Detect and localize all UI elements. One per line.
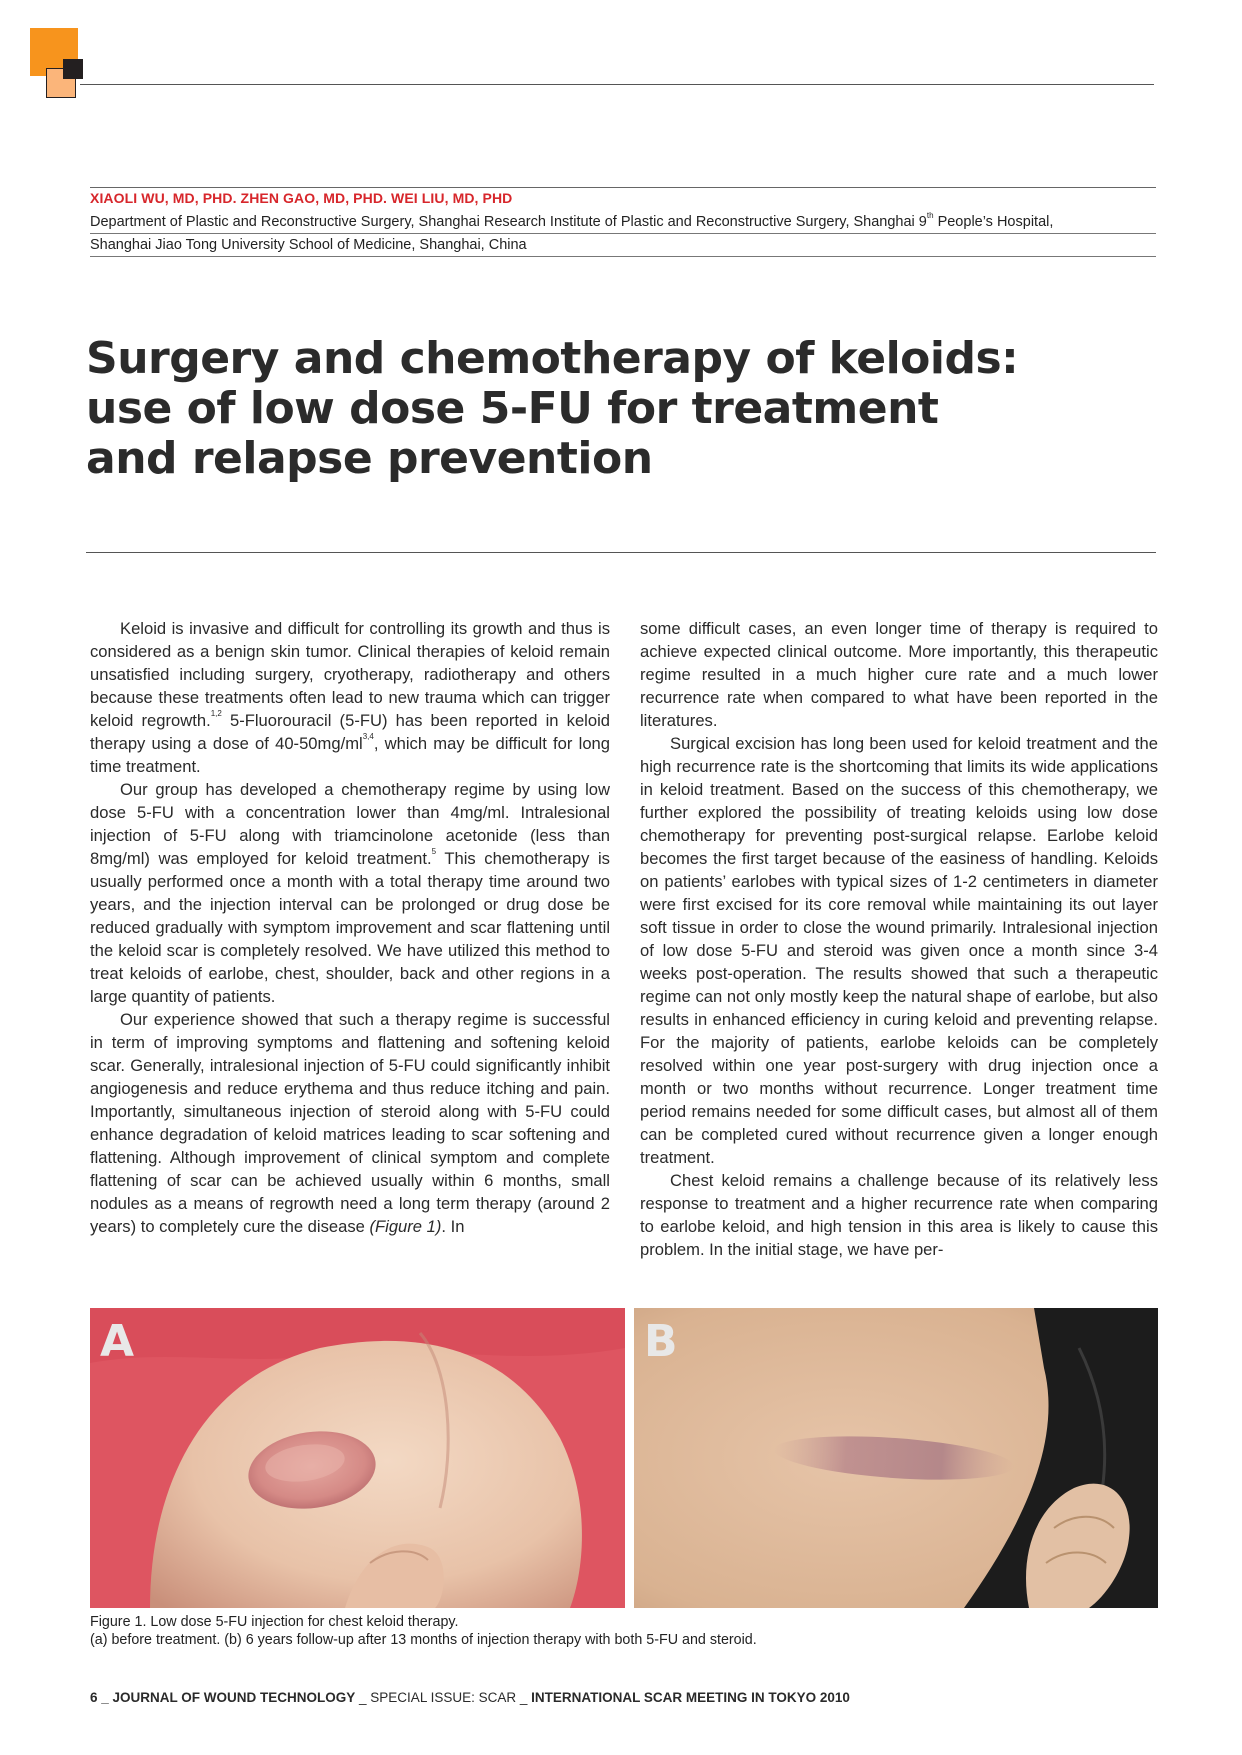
paragraph: Chest keloid remains a challenge because of its relatively less response to treatment and a higher recurrence rate when comparing to earlobe keloid, and high tension in this area is likely to cause this problem. In the initial stage, we have per- [640, 1171, 1158, 1259]
journal-logo [30, 28, 88, 98]
figure-panel-b-photo [634, 1308, 1158, 1608]
affiliation-line-1: Department of Plastic and Reconstructive Surgery, Shanghai Research Institute of Plastic and Reconstructive Surgery, Shanghai 9th People’s Hospital, [90, 211, 1156, 234]
paragraph: Surgical excision has long been used for keloid treatment and the high recurrence rate is the shortcoming that limits its wide applications in keloid treatment. Based on the success of this chemotherapy, we further explored the possibility of treating keloids using low dose chemotherapy for preventing post-surgical relapse. Earlobe keloid becomes the first target because of the easiness of handling. Keloids on patients’ earlobes with typical sizes of 1-2 centimeters in diameter were first excised for its core removal while maintaining its out layer soft tissue in order to close the wound primarily. Intralesional injection of low dose 5-FU and steroid was given once a month since 3-4 weeks post-operation. The results showed that such a therapeutic regime can not only mostly keep the natural shape of earlobe, but also results in enhanced efficiency in curing keloid and preventing relapse. For the majority of patients, earlobe keloids can be completely resolved within one year post-surgery with drug injection once a month or two months without recurrence. Longer treatment time period remains needed for some difficult cases, but almost all of them can be completed cured without recurrence given a longer enough treatment. [640, 734, 1158, 1167]
body-column-left [90, 617, 610, 1238]
authors-top-rule [90, 187, 1156, 188]
figure-panel-a-photo [90, 1308, 625, 1608]
meeting-name: INTERNATIONAL SCAR MEETING IN TOKYO 2010 [531, 1690, 850, 1705]
page-number: 6 [90, 1690, 98, 1705]
paragraph: Our group has developed a chemotherapy regime by using low dose 5-FU with a concentration lower than 4mg/ml. Intralesional injection of 5-FU along with triamcinolone acetonide (less than 8mg/ml) was employed for keloid treatment.$^5$ This chemotherapy is usually performed once a month with a total therapy time around two years, and the injection interval can be prolonged or drug dose be reduced gradually with symptom improvement and scar flattening until the keloid scar is completely resolved. We have utilized this method to treat keloids of earlobe, chest, shoulder, back and other regions in a large quantity of patients. [90, 780, 610, 1006]
affiliation [90, 211, 1156, 257]
author-list: XIAOLI WU, MD, PHD. ZHEN GAO, MD, PHD. WEI LIU, MD, PHD [90, 190, 513, 206]
paragraph: Keloid is invasive and difficult for controlling its growth and thus is considered as a benign skin tumor. Clinical therapies of keloid remain unsatisfied including surgery, cryotherapy, radiotherapy and others because these treatments often lead to new trauma which can trigger keloid regrowth.$^{1,2}$ 5-Fluorouracil (5-FU) has been reported in keloid therapy using a dose of 40-50mg/ml$^{3,4}$, which may be difficult for long time treatment. [90, 619, 610, 776]
page-footer: 6 _ JOURNAL OF WOUND TECHNOLOGY _ SPECIAL ISSUE: SCAR _ INTERNATIONAL SCAR MEETING IN TOKYO 2010 [90, 1690, 850, 1705]
figure-reference: (Figure 1) [369, 1217, 442, 1236]
figure-1 [90, 1308, 1158, 1608]
issue-name: SPECIAL ISSUE: SCAR [370, 1690, 517, 1705]
body-column-right [640, 617, 1158, 1261]
header-rule [80, 84, 1154, 85]
article-title: Surgery and chemotherapy of keloids: use of low dose 5-FU for treatment and relapse prevention [86, 333, 1019, 484]
panel-label-b: B [644, 1316, 678, 1367]
paragraph: Our experience showed that such a therapy regime is successful in term of improving symptoms and flattening and softening keloid scar. Generally, intralesional injection of 5-FU could significantly inhibit angiogenesis and reduce erythema and thus reduce itching and pain. Importantly, simultaneous injection of steroid along with 5-FU could enhance degradation of keloid matrices leading to scar softening and flattening. Although improvement of clinical symptom and complete flattening of scar can be achieved usually within 6 months, small nodules as a means of regrowth need a long term therapy (around 2 years) to completely cure the disease (Figure 1). In [90, 1010, 610, 1236]
paragraph: some difficult cases, an even longer time of therapy is required to achieve expected clinical outcome. More importantly, this therapeutic regime resulted in a much higher cure rate and a much lower recurrence rate when compared to what have been reported in the literatures. [640, 619, 1158, 730]
title-rule [86, 552, 1156, 553]
panel-label-a: A [100, 1316, 135, 1367]
affiliation-line-2: Shanghai Jiao Tong University School of Medicine, Shanghai, China [90, 234, 1156, 257]
figure-caption: Figure 1. Low dose 5-FU injection for chest keloid therapy. (a) before treatment. (b) 6 years follow-up after 13 months of injection therapy with both 5-FU and steroid. [90, 1614, 757, 1648]
journal-name: JOURNAL OF WOUND TECHNOLOGY [112, 1690, 356, 1705]
